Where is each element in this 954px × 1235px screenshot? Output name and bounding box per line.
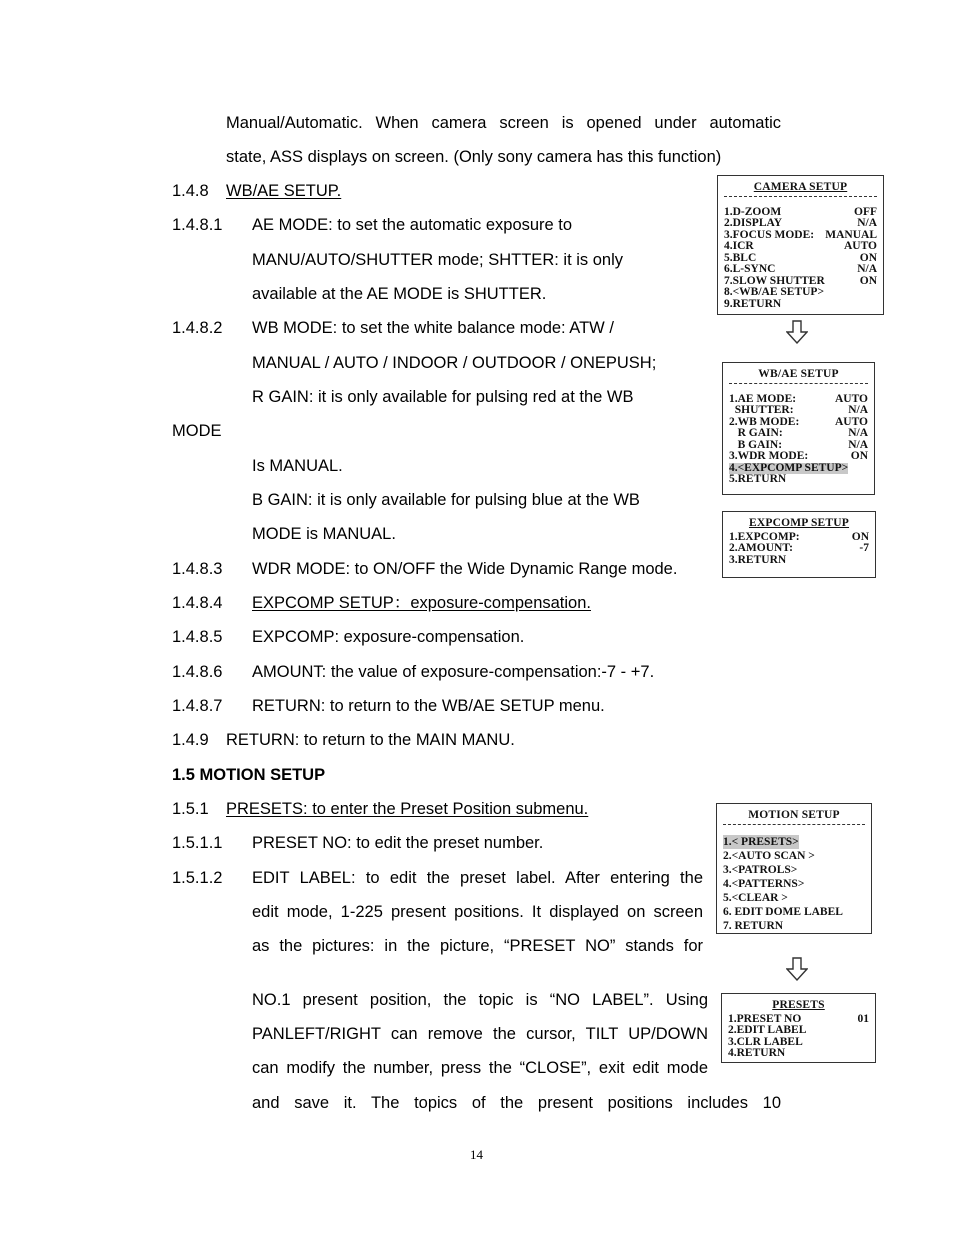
menu-row-label: 2.WB MODE: (729, 415, 800, 428)
menu-row-value: AUTO (843, 240, 877, 252)
menu-row (718, 287, 883, 299)
menu-row-value: ON (859, 251, 877, 264)
menu-row-label: 5.<CLEAR > (723, 891, 788, 904)
menu-row (717, 905, 871, 919)
section-number: 1.4.8.2 (172, 319, 223, 337)
menu-title: CAMERA SETUP (753, 181, 848, 193)
menu-title: PRESETS (772, 999, 825, 1011)
paragraph-line: AE MODE: to set the automatic exposure to (252, 216, 573, 234)
menu-row (723, 428, 874, 440)
menu-row-label: 6.L-SYNC (724, 263, 776, 275)
section-number: 1.5.1.1 (172, 834, 223, 852)
menu-row (718, 241, 883, 253)
wbae-setup-menu-image (722, 362, 875, 495)
menu-row-label: 4.<EXPCOMP SETUP> (729, 461, 849, 474)
menu-row-label: 9.RETURN (724, 297, 782, 310)
menu-row-value: AUTO (834, 415, 868, 428)
menu-row-label: 3.<PATROLS> (723, 863, 798, 876)
menu-row-label: 6. EDIT DOME LABEL (723, 905, 843, 918)
menu-row (722, 1025, 875, 1037)
menu-row-label: R GAIN: (729, 427, 783, 439)
down-arrow-icon (786, 320, 808, 344)
menu-row-value: N/A (857, 217, 877, 229)
section-number: 1.5.1 (172, 800, 209, 818)
section-heading: EXPCOMP SETUP：exposure-compensation. (252, 594, 591, 612)
menu-row-label: 2.AMOUNT: (729, 542, 793, 554)
menu-row (717, 919, 871, 933)
menu-row-value: MANUAL (825, 228, 877, 241)
menu-divider (723, 824, 865, 831)
menu-row-label: 4.<PATTERNS> (723, 877, 805, 890)
section-heading: WB/AE SETUP. (226, 182, 342, 200)
section-heading: 1.5 MOTION SETUP (172, 766, 326, 784)
menu-row-value: ON (859, 274, 877, 287)
paragraph-line: EXPCOMP: exposure-compensation. (252, 628, 525, 646)
menu-row (717, 849, 871, 863)
menu-row-label: 3.RETURN (729, 553, 787, 566)
section-number: 1.4.8.6 (172, 663, 223, 681)
section-number: 1.4.8.5 (172, 628, 223, 646)
menu-row-value: N/A (848, 438, 868, 451)
menu-row-value: ON (851, 530, 869, 543)
menu-title: EXPCOMP SETUP (748, 517, 850, 529)
paragraph-line: WDR MODE: to ON/OFF the Wide Dynamic Range mode. (252, 560, 678, 578)
menu-row-label: 4.ICR (724, 240, 754, 252)
paragraph-line: B GAIN: it is only available for pulsing blue at the WB (252, 491, 640, 509)
camera-setup-menu-image (717, 175, 884, 315)
menu-row-label: 1.AE MODE: (729, 392, 797, 405)
paragraph-line: RETURN: to return to the MAIN MANU. (226, 731, 515, 749)
section-number: 1.5.1.2 (172, 869, 223, 887)
down-arrow-icon (786, 957, 808, 981)
menu-row (723, 405, 874, 417)
menu-row-label: 5.RETURN (729, 473, 787, 485)
menu-row-label: 2.<AUTO SCAN > (723, 849, 815, 862)
paragraph-line: available at the AE MODE is SHUTTER. (252, 285, 547, 303)
menu-row-value: -7 (859, 542, 869, 554)
section-number: 1.4.8 (172, 182, 209, 200)
menu-row-label: 1.< PRESETS> (723, 835, 799, 848)
menu-row-label: 2.EDIT LABEL (728, 1024, 807, 1036)
paragraph-line: Is MANUAL. (252, 457, 343, 475)
paragraph-line: AMOUNT: the value of exposure-compensation:-7 - +7. (252, 663, 655, 681)
section-number: 1.4.8.1 (172, 216, 223, 234)
menu-row-label: 3.FOCUS MODE: (724, 228, 815, 241)
menu-row (723, 474, 874, 486)
menu-row-label: SHUTTER: (729, 404, 794, 416)
menu-row-label: 4.RETURN (728, 1047, 786, 1059)
paragraph-line: MODE is MANUAL. (252, 525, 396, 543)
menu-divider (729, 383, 868, 390)
menu-row-label: 3.WDR MODE: (729, 450, 809, 462)
menu-row (723, 555, 875, 567)
menu-title: MOTION SETUP (748, 809, 840, 821)
paragraph-line: as the pictures: in the picture, “PRESET NO” stands for (252, 937, 703, 955)
menu-row-value: N/A (857, 263, 877, 275)
paragraph-line: MODE (172, 422, 222, 440)
menu-row-label: 1.EXPCOMP: (729, 530, 800, 543)
paragraph-line: EDIT LABEL: to edit the preset label. After entering the (252, 869, 703, 887)
menu-row-label: 8.<WB/AE SETUP> (724, 286, 825, 298)
paragraph-line: RETURN: to return to the WB/AE SETUP menu. (252, 697, 605, 715)
menu-row-value: AUTO (834, 392, 868, 405)
menu-row (723, 543, 875, 555)
section-number: 1.4.8.7 (172, 697, 223, 715)
menu-row-value: OFF (854, 205, 877, 218)
paragraph-line: NO.1 present position, the topic is “NO LABEL”. Using (252, 991, 708, 1009)
page-number: 14 (470, 1147, 483, 1162)
menu-row (718, 299, 883, 311)
section-number: 1.4.8.4 (172, 594, 223, 612)
paragraph-line: PANLEFT/RIGHT can remove the cursor, TILT UP/DOWN (252, 1025, 708, 1043)
menu-row (717, 835, 871, 849)
menu-row-label: 2.DISPLAY (724, 217, 783, 229)
menu-row-value: ON (850, 450, 868, 462)
paragraph-line: can modify the number, press the “CLOSE”, exit edit mode (252, 1059, 708, 1077)
menu-row-label: 5.BLC (724, 251, 757, 264)
menu-row (723, 451, 874, 463)
menu-row-value: N/A (848, 404, 868, 416)
menu-row-value: N/A (848, 427, 868, 439)
paragraph-line: WB MODE: to set the white balance mode: ATW / (252, 319, 614, 337)
menu-row-label: B GAIN: (729, 438, 783, 451)
section-number: 1.4.8.3 (172, 560, 223, 578)
section-number: 1.4.9 (172, 731, 209, 749)
menu-row-label: 7.SLOW SHUTTER (724, 274, 825, 287)
menu-row-label: 7. RETURN (723, 919, 784, 932)
menu-row-label: 3.CLR LABEL (728, 1035, 803, 1048)
paragraph-line: MANUAL / AUTO / INDOOR / OUTDOOR / ONEPUSH; (252, 354, 657, 372)
paragraph-line: state, ASS displays on screen. (Only sony camera has this function) (226, 148, 722, 166)
paragraph-line: Manual/Automatic. When camera screen is opened under automatic (226, 114, 781, 132)
menu-title: WB/AE SETUP (758, 368, 839, 380)
menu-row-label: 1.PRESET NO (728, 1012, 802, 1025)
paragraph-line: MANU/AUTO/SHUTTER mode; SHTTER: it is only (252, 251, 624, 269)
motion-setup-menu-image (716, 803, 872, 934)
menu-row (718, 264, 883, 276)
menu-row (722, 1048, 875, 1060)
presets-menu-image (721, 993, 876, 1063)
menu-divider (724, 196, 877, 203)
paragraph-line: R GAIN: it is only available for pulsing red at the WB (252, 388, 634, 406)
menu-row (717, 891, 871, 905)
paragraph-line: PRESET NO: to edit the preset number. (252, 834, 544, 852)
menu-row (717, 863, 871, 877)
expcomp-setup-menu-image (722, 511, 876, 578)
paragraph-line: and save it. The topics of the present positions includes 10 (252, 1094, 781, 1112)
menu-row (718, 218, 883, 230)
menu-row (717, 877, 871, 891)
section-heading: PRESETS: to enter the Preset Position submenu. (226, 800, 589, 818)
paragraph-line: edit mode, 1-225 present positions. It displayed on screen (252, 903, 703, 921)
menu-row-label: 1.D-ZOOM (724, 205, 782, 218)
menu-row-value: 01 (857, 1012, 869, 1025)
